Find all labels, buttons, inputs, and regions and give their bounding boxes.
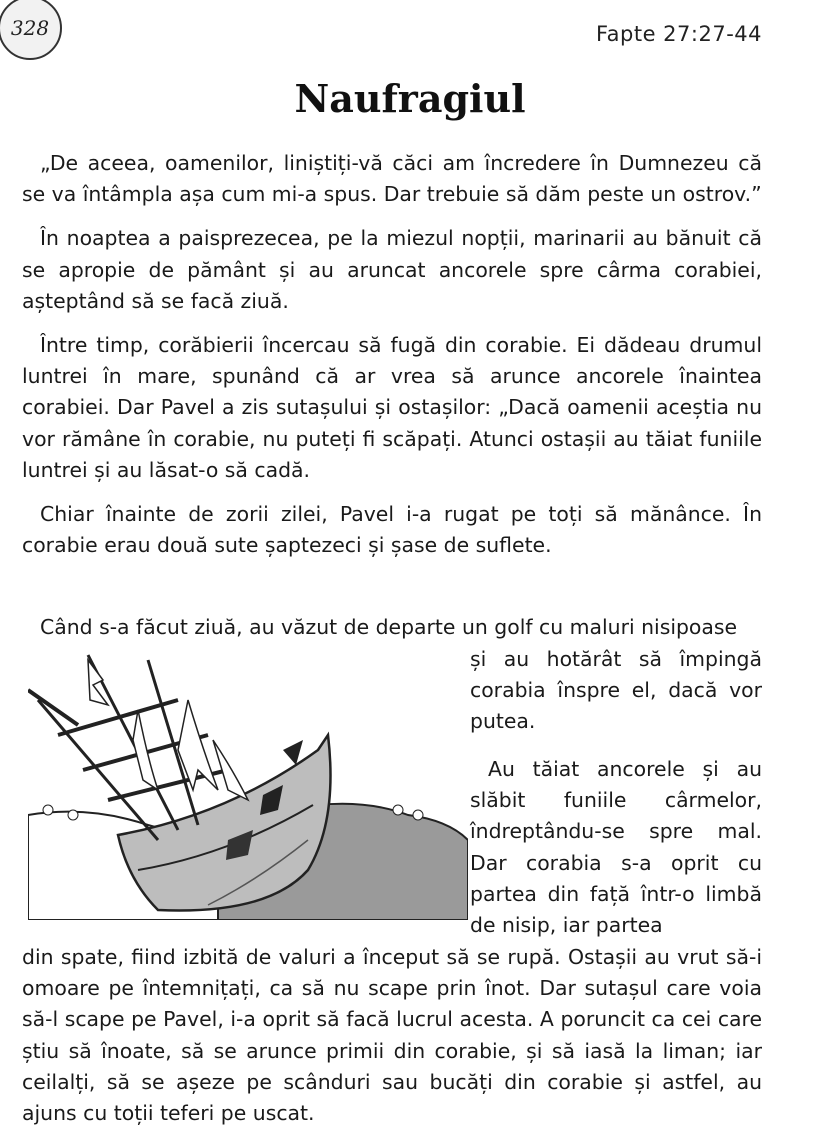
paragraph-6-side: Au tăiat ancorele și au slăbit funiile cârmelor, îndreptându-se spre mal. Dar corabia s-a oprit cu partea din față într-o limbă de nisip, iar partea xyxy=(470,757,762,938)
paragraph-2: În noaptea a paisprezecea, pe la miezul nopții, marinarii au bănuit că se apropie de pământ și au aruncat ancorele spre cârma corabiei, așteptând să se facă ziuă. xyxy=(22,226,762,313)
paragraph-3: Între timp, corăbierii încercau să fugă din corabie. Ei dădeau drumul luntrei în mare, spunând că ar vrea să arunce ancorele înaintea corabiei. Dar Pavel a zis sutașului și ostașilor: „Dacă oamenii aceștia nu vor rămâne în corabie, nu puteți fi scăpați. Atunci ostașii au tăiat funiile luntrei și au lăsat-o să cadă. xyxy=(22,333,762,482)
page-title: Naufragiul xyxy=(294,76,526,121)
paragraph-1: „De aceea, oamenilor, liniștiți-vă căci am încredere în Dumnezeu că se va întâmpla așa cum mi-a spus. Dar trebuie să dăm peste un ostrov.” xyxy=(22,151,762,207)
shipwreck-illustration xyxy=(28,640,468,920)
paragraph-4: Chiar înainte de zorii zilei, Pavel i-a rugat pe toți să mănânce. În corabie erau două sute șaptezeci și șase de suflete. xyxy=(22,502,762,558)
page-number: 328 xyxy=(10,16,50,40)
paragraph-5-side: și au hotărât să împingă corabia înspre el, dacă vor putea. xyxy=(470,647,762,734)
body-text xyxy=(22,148,762,574)
paragraph-6-continued: din spate, fiind izbită de valuri a început să se rupă. Ostașii au vrut să-i omoare pe întemnițați, ca să nu scape prin înot. Dar sutașul care voia să-l scape pe Pavel, i-a oprit să facă lucrul acesta. A poruncit ca cei care știu să înoate, să se arunce primii din corabie, și să iasă la liman; iar ceilalți, să se așeze pe scânduri sau bucăți din corabie și astfel, au ajuns cu toții teferi pe uscat. xyxy=(22,945,762,1126)
page-number-badge xyxy=(0,0,62,60)
scripture-reference: Fapte 27:27-44 xyxy=(596,22,762,46)
paragraph-5-line: Când s-a făcut ziuă, au văzut de departe un golf cu maluri nisipoase xyxy=(40,615,738,639)
